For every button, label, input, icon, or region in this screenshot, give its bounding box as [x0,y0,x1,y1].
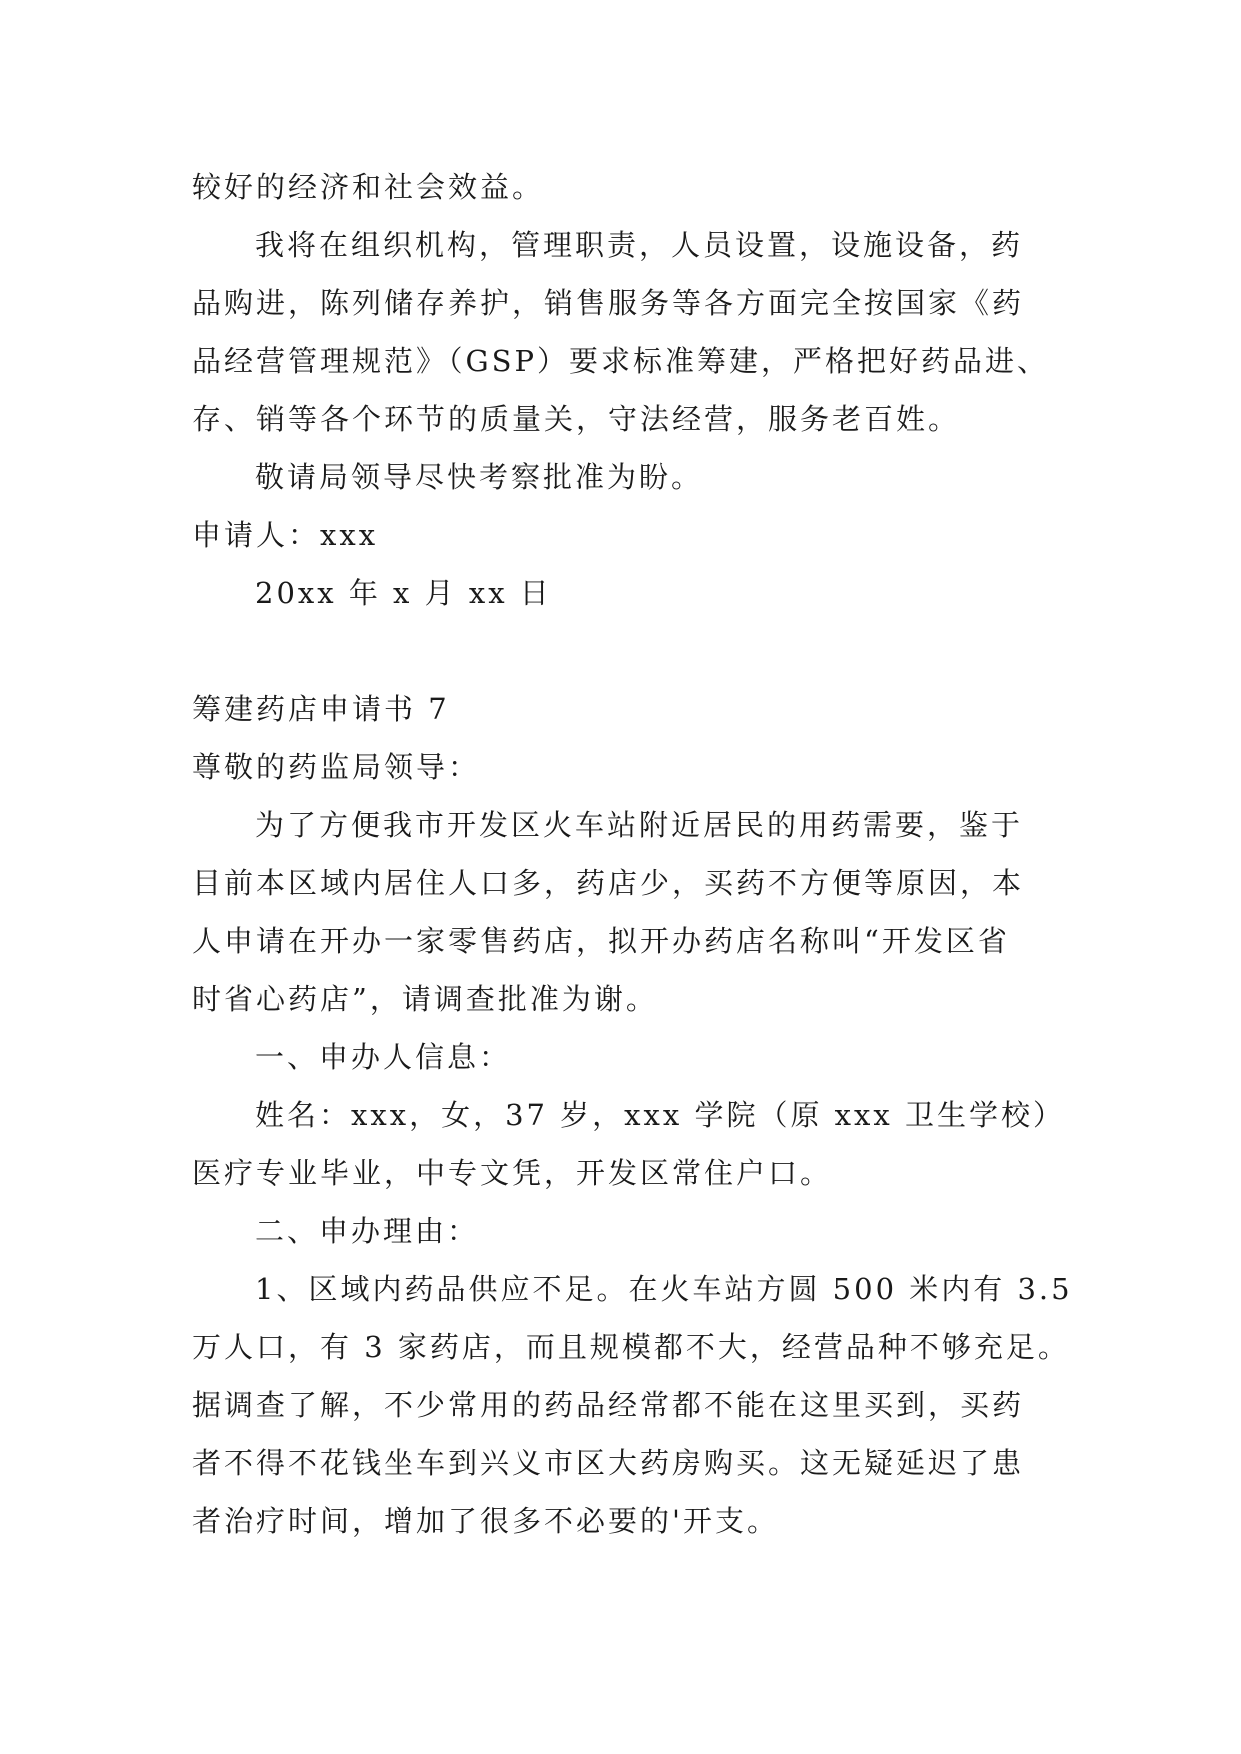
text-line: 1、区域内药品供应不足。在火车站方圆 500 米内有 3.5 [255,1272,1073,1306]
subheading: 一、申办人信息： [255,1040,512,1074]
text-line: 品购进，陈列储存养护，销售服务等各方面完全按国家《药 [192,286,1025,320]
text-line: 者治疗时间，增加了很多不必要的'开支。 [192,1504,779,1538]
text-line: 我将在组织机构，管理职责，人员设置，设施设备，药 [255,228,1024,262]
text-line: 万人口，有 3 家药店，而且规模都不大，经营品种不够充足。 [192,1330,1070,1364]
text-line: 较好的经济和社会效益。 [192,170,545,204]
subheading: 二、申办理由： [255,1214,480,1248]
date-line: 20xx 年 x 月 xx 日 [255,576,552,610]
text-line: 据调查了解，不少常用的药品经常都不能在这里买到，买药 [192,1388,1025,1422]
text-line: 者不得不花钱坐车到兴义市区大药房购买。这无疑延迟了患 [192,1446,1025,1480]
salutation: 尊敬的药监局领导： [192,750,481,784]
text-line: 品经营管理规范》（GSP）要求标准筹建，严格把好药品进、 [192,344,1050,378]
section-title: 筹建药店申请书 7 [192,692,450,726]
text-line: 目前本区域内居住人口多，药店少，买药不方便等原因，本 [192,866,1025,900]
text-line: 医疗专业毕业，中专文凭，开发区常住户口。 [192,1156,833,1190]
text-line: 时省心药店”，请调查批准为谢。 [192,982,658,1016]
text-line: 为了方便我市开发区火车站附近居民的用药需要，鉴于 [255,808,1024,842]
applicant-line: 申请人：xxx [192,518,379,552]
text-line: 姓名：xxx，女，37 岁，xxx 学院（原 xxx 卫生学校） [255,1098,1065,1132]
text-line: 敬请局领导尽快考察批准为盼。 [255,460,704,494]
text-line: 人申请在开办一家零售药店，拟开办药店名称叫“开发区省 [192,924,1010,958]
text-line: 存、销等各个环节的质量关，守法经营，服务老百姓。 [192,402,961,436]
